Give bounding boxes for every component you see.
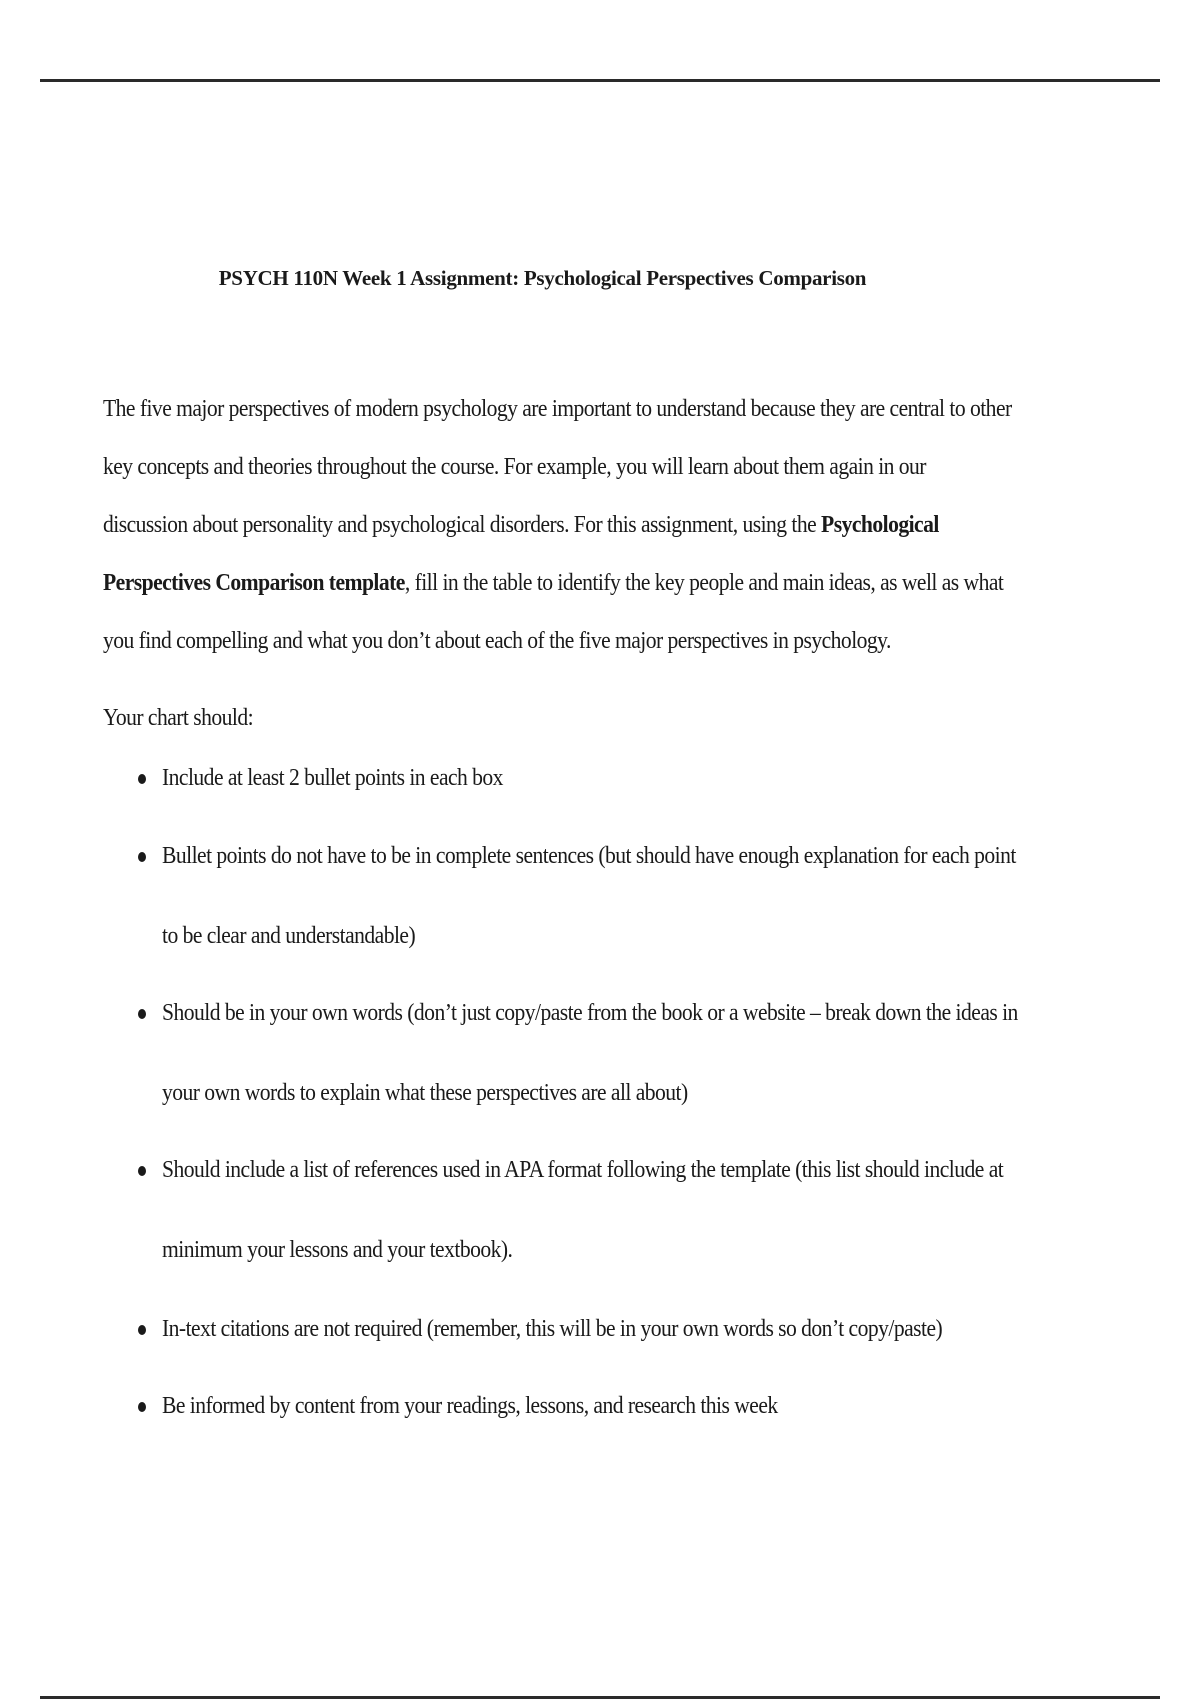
list-item-text: Should be in your own words (don’t just copy/paste from the book or a website – break down the ideas in your own words to explain what these perspectives are all about)	[162, 1000, 1018, 1106]
intro-paragraph	[103, 380, 1012, 670]
list-item-text: Include at least 2 bullet points in each box	[162, 765, 503, 791]
intro-text-start: The five major perspectives of modern psychology are important to understand because they are central to other key concepts and theories throughout the course. For example, you will learn about them again in our discussion about personality and psychological disorders. For this assignment, using the	[103, 396, 1012, 538]
top-rule	[40, 79, 1160, 82]
intro-text-end: , fill in the table to identify the key people and main ideas, as well as what you find compelling and what you don’t about each of the five major perspectives in psychology.	[103, 570, 1004, 654]
bullet-dot-icon	[138, 1166, 146, 1176]
template-name: Psychological Perspectives Comparison template	[103, 512, 939, 596]
bullet-dot-icon	[138, 852, 146, 862]
bullet-dot-icon	[138, 774, 146, 784]
list-item-text: Be informed by content from your readings, lessons, and research this week	[162, 1393, 778, 1419]
chart-requirements-lead: Your chart should:	[103, 705, 254, 731]
page-title: PSYCH 110N Week 1 Assignment: Psychological Perspectives Comparison	[218, 266, 867, 290]
list-item-text: Should include a list of references used in APA format following the template (this list should include at minimum your lessons and your textbook).	[162, 1157, 1004, 1263]
list-item-text: Bullet points do not have to be in complete sentences (but should have enough explanation for each point to be clear and understandable)	[162, 843, 1016, 949]
bullet-dot-icon	[138, 1325, 146, 1335]
bottom-rule	[40, 1696, 1160, 1699]
bullet-dot-icon	[138, 1402, 146, 1412]
bullet-dot-icon	[138, 1009, 146, 1019]
list-item-text: In-text citations are not required (remember, this will be in your own words so don’t copy/paste)	[162, 1316, 943, 1342]
